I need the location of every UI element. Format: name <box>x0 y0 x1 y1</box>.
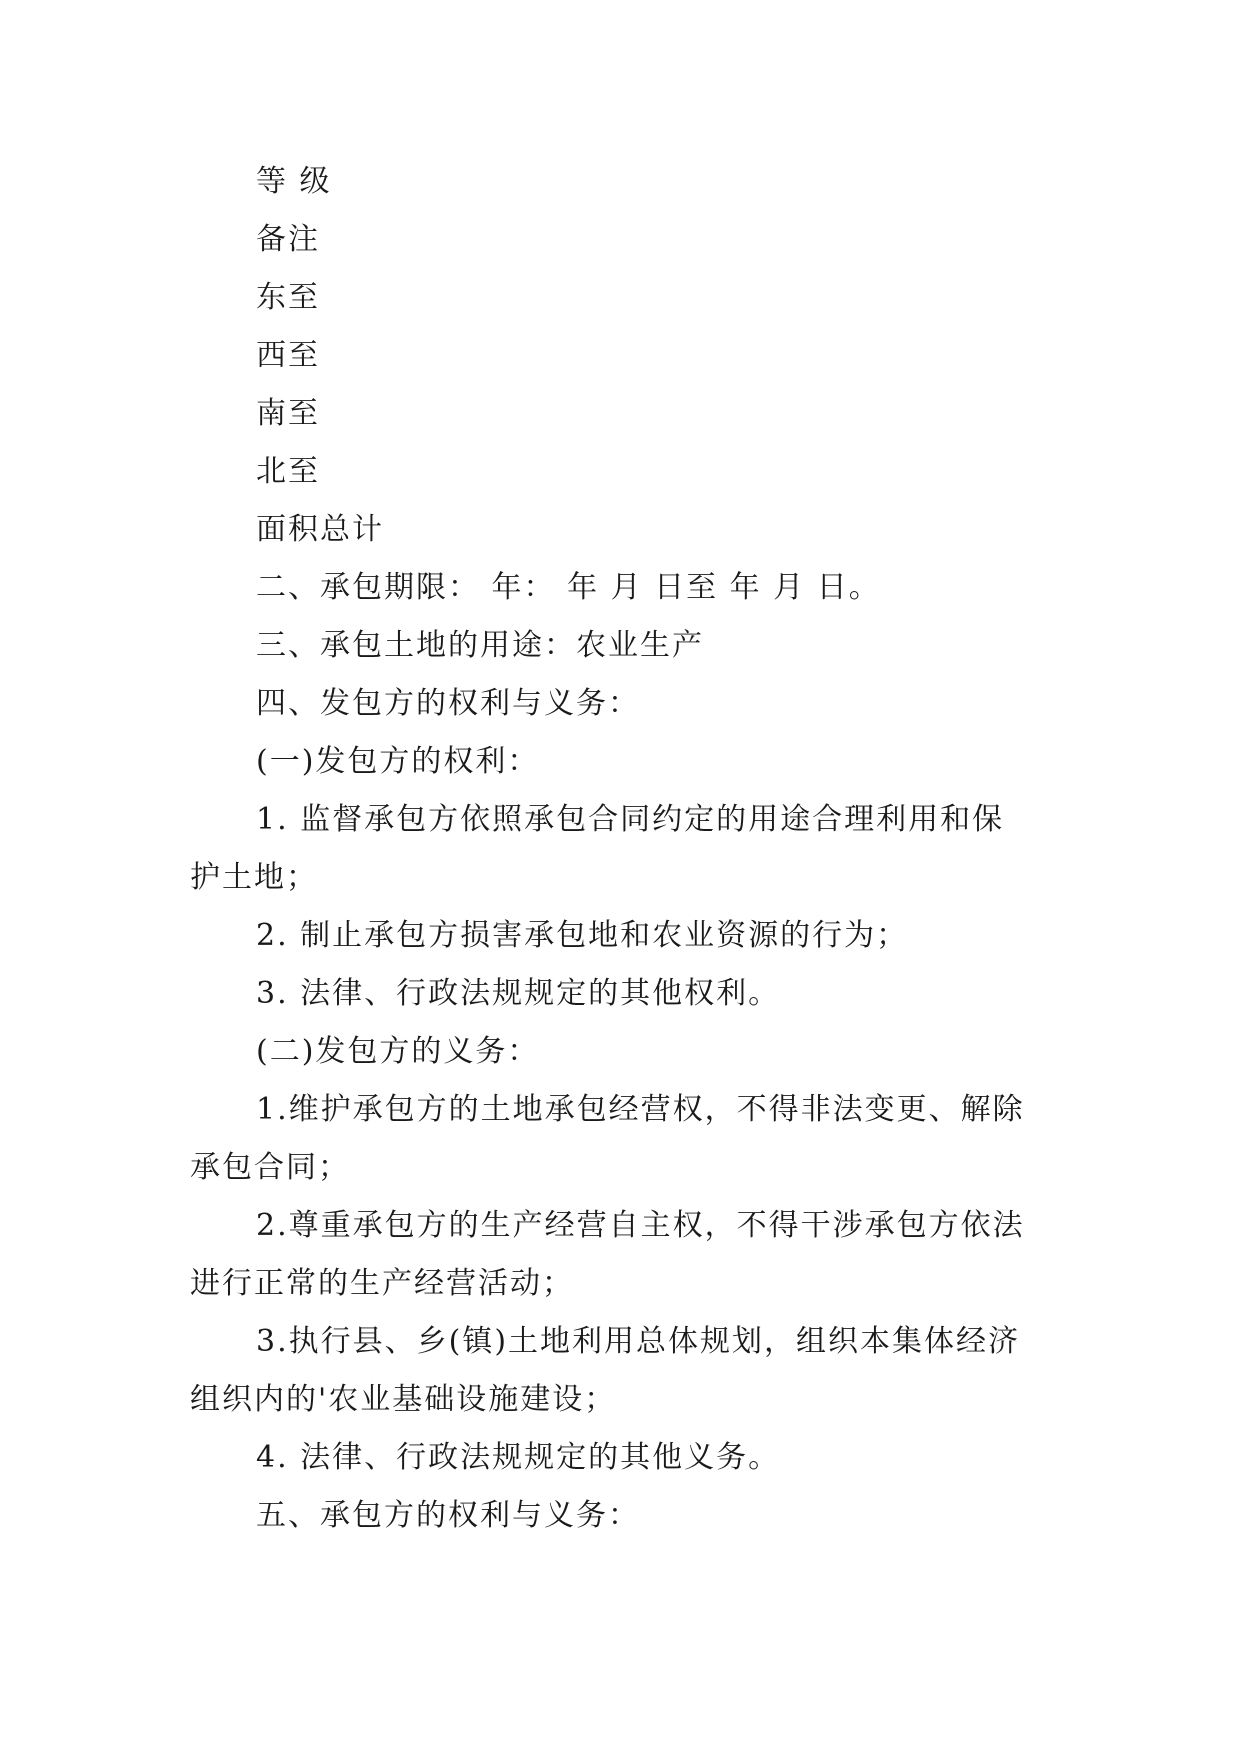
section-employer-rights-duties-heading: 四、发包方的权利与义务： <box>256 686 640 721</box>
field-east-boundary: 东至 <box>256 280 320 315</box>
paragraph-line: 4. 法律、行政法规规定的其他义务。 <box>256 1440 781 1475</box>
paragraph-line: 承包合同； <box>190 1150 350 1185</box>
paragraph-line: 2. 制止承包方损害承包地和农业资源的行为； <box>256 918 909 953</box>
document-body <box>190 162 1058 1554</box>
subsection-employer-rights-heading: (一)发包方的权利： <box>256 744 540 779</box>
paragraph-line: 2.尊重承包方的生产经营自主权，不得干涉承包方依法 <box>256 1208 1025 1243</box>
paragraph-line: 护土地； <box>190 860 318 895</box>
paragraph-line: 进行正常的生产经营活动； <box>190 1266 574 1301</box>
subsection-employer-duties-heading: (二)发包方的义务： <box>256 1034 540 1069</box>
section-term: 二、承包期限： 年： 年 月 日至 年 月 日。 <box>256 570 881 605</box>
paragraph-line: 组织内的'农业基础设施建设； <box>190 1382 617 1417</box>
field-south-boundary: 南至 <box>256 396 320 431</box>
field-grade: 等 级 <box>256 164 332 199</box>
field-remark: 备注 <box>256 222 320 257</box>
field-total-area: 面积总计 <box>256 512 384 547</box>
paragraph-line: 3.执行县、乡(镇)土地利用总体规划，组织本集体经济 <box>256 1324 1021 1359</box>
paragraph-line: 1.维护承包方的土地承包经营权，不得非法变更、解除 <box>256 1092 1025 1127</box>
paragraph-line: 3. 法律、行政法规规定的其他权利。 <box>256 976 781 1011</box>
section-contractor-rights-duties-heading: 五、承包方的权利与义务： <box>256 1498 640 1533</box>
paragraph-line: 1. 监督承包方依照承包合同约定的用途合理利用和保 <box>256 802 1005 837</box>
field-west-boundary: 西至 <box>256 338 320 373</box>
section-land-use: 三、承包土地的用途：农业生产 <box>256 628 704 663</box>
field-north-boundary: 北至 <box>256 454 320 489</box>
